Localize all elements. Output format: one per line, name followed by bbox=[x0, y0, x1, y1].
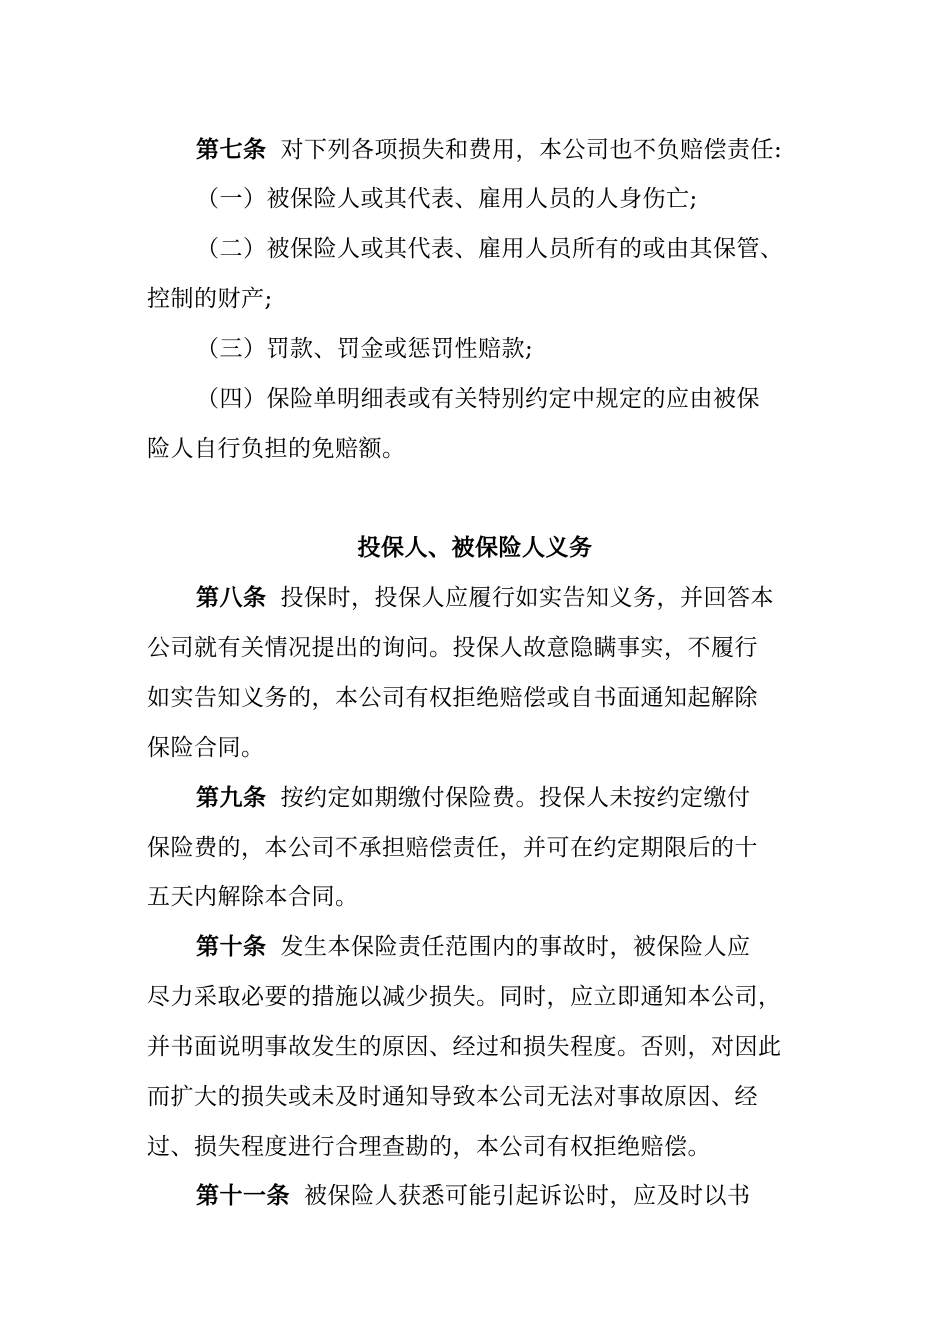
article-10-line: 并书面说明事故发生的原因、经过和损失程度。否则，对因此 bbox=[147, 1034, 782, 1060]
article-10-line: 过、损失程度进行合理查勘的，本公司有权拒绝赔偿。 bbox=[147, 1134, 711, 1160]
article-11-first-line bbox=[196, 1181, 817, 1211]
article-9-label: 第九条 bbox=[196, 784, 267, 811]
article-7-item-4: （四）保险单明细表或有关特别约定中规定的应由被保 bbox=[196, 386, 760, 412]
article-10-text: 发生本保险责任范围内的事故时，被保险人应 bbox=[280, 934, 751, 960]
section-heading: 投保人、被保险人义务 bbox=[357, 534, 593, 561]
article-10-line: 尽力采取必要的措施以减少损失。同时，应立即通知本公司， bbox=[147, 984, 782, 1010]
article-11-text: 被保险人获悉可能引起诉讼时，应及时以书 bbox=[304, 1183, 751, 1209]
article-7-label: 第七条 bbox=[196, 136, 267, 163]
article-9-text: 按约定如期缴付保险费。投保人未按约定缴付 bbox=[280, 785, 751, 811]
article-8-text: 投保时，投保人应履行如实告知义务，并回答本 bbox=[280, 585, 774, 611]
article-8-line: 保险合同。 bbox=[147, 735, 265, 761]
article-9-line: 保险费的，本公司不承担赔偿责任，并可在约定期限后的十 bbox=[147, 835, 758, 861]
article-11-label: 第十一条 bbox=[196, 1182, 290, 1209]
article-9-first-line bbox=[196, 783, 817, 813]
article-10-first-line bbox=[196, 932, 817, 962]
article-7-item-3: （三）罚款、罚金或惩罚性赔款; bbox=[196, 336, 534, 362]
article-7-item-4-continued: 险人自行负担的免赔额。 bbox=[147, 436, 406, 462]
article-7-item-1: （一）被保险人或其代表、雇用人员的人身伤亡; bbox=[196, 186, 698, 212]
article-10-label: 第十条 bbox=[196, 933, 267, 960]
article-10-line: 而扩大的损失或未及时通知导致本公司无法对事故原因、经 bbox=[147, 1084, 758, 1110]
article-7-first-line bbox=[196, 135, 817, 165]
article-8-line: 公司就有关情况提出的询问。投保人故意隐瞒事实，不履行 bbox=[147, 635, 758, 661]
article-7-text: 对下列各项损失和费用，本公司也不负赔偿责任: bbox=[280, 137, 783, 163]
article-8-first-line bbox=[196, 583, 817, 613]
article-7-item-2: （二）被保险人或其代表、雇用人员所有的或由其保管、 bbox=[196, 236, 784, 262]
article-8-label: 第八条 bbox=[196, 584, 267, 611]
article-7-item-2-continued: 控制的财产; bbox=[147, 286, 273, 312]
article-8-line: 如实告知义务的，本公司有权拒绝赔偿或自书面通知起解除 bbox=[147, 685, 758, 711]
article-9-line: 五天内解除本合同。 bbox=[147, 884, 359, 910]
